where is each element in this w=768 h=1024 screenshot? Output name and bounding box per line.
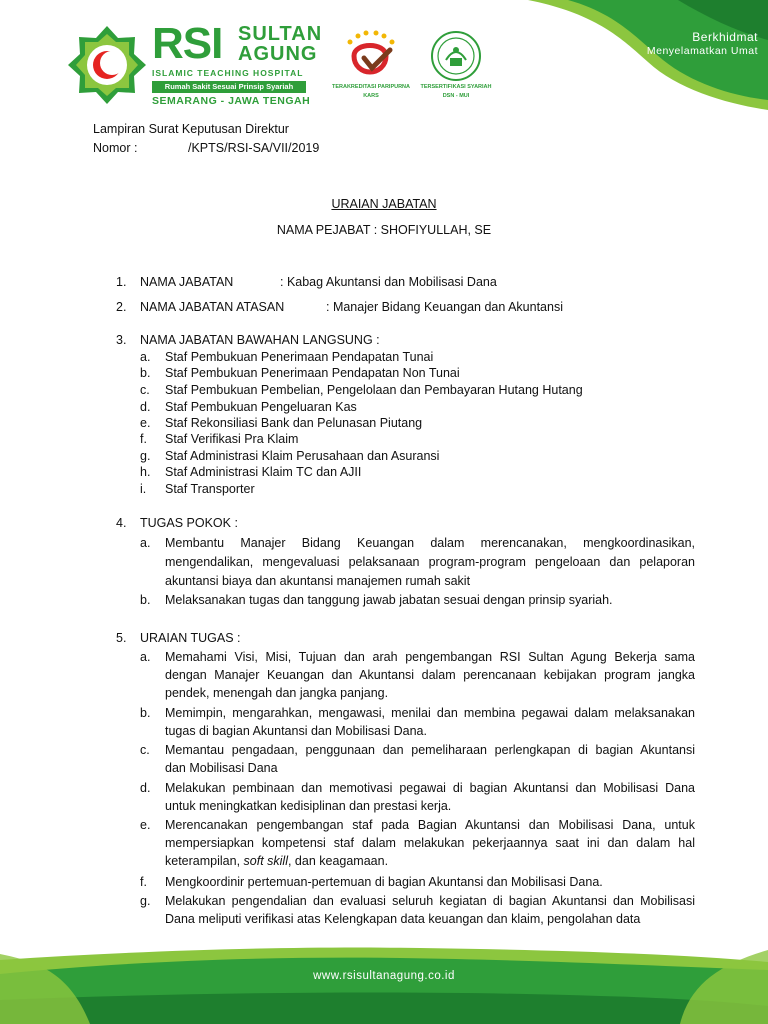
dsn-label: TERSERTIFIKASI SYARIAH — [420, 84, 492, 90]
task-line: Melakukan pembinaan dan memotivasi pegawai di bagian Akuntansi dan Mobilisasi Dana — [165, 781, 695, 795]
list-letter: b. — [140, 593, 151, 607]
header-motto — [647, 30, 758, 58]
list-letter: a. — [140, 650, 151, 664]
section-number: 3. — [116, 333, 127, 347]
task-line: tugas di bagian Akuntansi dan Mobilisasi Dana. — [165, 724, 427, 738]
official-name: NAMA PEJABAT : SHOFIYULLAH, SE — [276, 223, 492, 237]
list-letter: g. — [140, 894, 151, 908]
brand-tagline: Rumah Sakit Sesuai Prinsip Syariah — [152, 81, 306, 93]
list-item: Staf Pembukuan Pengeluaran Kas — [165, 400, 357, 414]
section-label: NAMA JABATAN BAWAHAN LANGSUNG : — [140, 333, 380, 347]
list-letter: c. — [140, 743, 150, 757]
attachment-line: Lampiran Surat Keputusan Direktur — [93, 122, 289, 136]
kars-label-abbr: KARS — [363, 93, 379, 99]
task-line — [165, 852, 388, 870]
list-letter: a. — [140, 536, 151, 550]
list-letter: e. — [140, 818, 151, 832]
brand-sultan: SULTAN — [238, 23, 323, 45]
task-text-italic: soft skill — [243, 854, 288, 868]
list-letter: c. — [140, 383, 150, 397]
section-label: NAMA JABATAN ATASAN — [140, 300, 285, 314]
task-line: Memimpin, mengarahkan, mengawasi, menilai dan membina pegawai dalam melaksanakan — [165, 706, 695, 720]
section-number: 1. — [116, 275, 127, 289]
section-value: : Manajer Bidang Keuangan dan Akuntansi — [326, 300, 563, 314]
task-line: mempersiapkan kompetensi staf dalam melakukan pekerjaannya saat ini dan dalam hal — [165, 836, 695, 850]
section-number: 2. — [116, 300, 127, 314]
kars-accreditation — [330, 28, 412, 108]
nomor-value: /KPTS/RSI-SA/VII/2019 — [188, 141, 320, 155]
list-letter: h. — [140, 465, 151, 479]
hospital-emblem-icon — [66, 24, 148, 106]
kars-label: TERAKREDITASI PARIPURNA — [331, 84, 411, 90]
section-number: 4. — [116, 516, 127, 530]
list-letter: f. — [140, 875, 147, 889]
motto-line-1: Berkhidmat — [692, 30, 758, 44]
brand-subtitle: ISLAMIC TEACHING HOSPITAL — [152, 68, 304, 78]
brand-rsi: RSI — [152, 19, 223, 68]
section-value: : Kabag Akuntansi dan Mobilisasi Dana — [280, 275, 497, 289]
list-letter: b. — [140, 706, 151, 720]
duty-line: Melaksanakan tugas dan tanggung jawab jabatan sesuai dengan prinsip syariah. — [165, 593, 613, 607]
task-line: dan Mobilisasi Dana — [165, 761, 278, 775]
list-item: Staf Administrasi Klaim TC dan AJII — [165, 465, 362, 479]
list-letter: b. — [140, 366, 151, 380]
section-label: TUGAS POKOK : — [140, 516, 238, 530]
footer-decoration — [0, 940, 768, 1024]
hospital-brand — [152, 19, 323, 107]
dsn-mui-seal-icon — [430, 30, 482, 82]
task-line: pendek, menengah dan jangka panjang. — [165, 686, 389, 700]
dsn-certification — [416, 30, 496, 110]
list-letter: i. — [140, 482, 147, 496]
task-line: dengan Manajer Keuangan dan Akuntansi dalam perencanaan kebijakan program jangka — [165, 668, 695, 682]
task-line: Memantau pengadaan, penggunaan dan pemeliharaan perlengkapan di bagian Akuntansi — [165, 743, 695, 757]
task-line: Memahami Visi, Misi, Tujuan dan arah pengembangan RSI Sultan Agung Bekerja sama — [165, 650, 695, 664]
letterhead — [0, 0, 768, 110]
list-letter: d. — [140, 400, 151, 414]
list-letter: d. — [140, 781, 151, 795]
footer-website: www.rsisultanagung.co.id — [313, 970, 455, 982]
list-letter: f. — [140, 432, 147, 446]
section-label: NAMA JABATAN — [140, 275, 234, 289]
duty-line: mengendalikan, mengevaluasi pelaksanaan program-program pengeloaan dan pelaporan — [165, 555, 695, 569]
duty-line: Membantu Manajer Bidang Keuangan dalam merencanakan, mengkoordinasikan, — [165, 536, 695, 550]
list-letter: g. — [140, 449, 151, 463]
list-item: Staf Pembukuan Penerimaan Pendapatan Non Tunai — [165, 366, 460, 380]
list-item: Staf Pembukuan Penerimaan Pendapatan Tunai — [165, 350, 434, 364]
section-label: URAIAN TUGAS : — [140, 631, 241, 645]
task-line: Melakukan pengendalian dan evaluasi seluruh kegiatan di bagian Akuntansi dan Mobilisasi — [165, 894, 695, 908]
motto-line-2: Menyelamatkan Umat — [646, 45, 758, 57]
document-title: URAIAN JABATAN — [331, 197, 437, 211]
task-line: Merencanakan pengembangan staf pada Bagian Akuntansi dan Mobilisasi Dana, untuk — [165, 818, 695, 832]
list-item: Staf Verifikasi Pra Klaim — [165, 432, 299, 446]
task-line: Mengkoordinir pertemuan-pertemuan di bagian Akuntansi dan Mobilisasi Dana. — [165, 875, 603, 889]
task-line: Dana meliputi verifikasi atas Kelengkapan data keuangan dan klaim, pengolahan data — [165, 912, 641, 926]
list-item: Staf Rekonsiliasi Bank dan Pelunasan Piutang — [165, 416, 423, 430]
list-letter: e. — [140, 416, 151, 430]
kars-logo-icon — [340, 28, 402, 82]
brand-agung: AGUNG — [238, 43, 318, 65]
list-item: Staf Administrasi Klaim Perusahaan dan Asuransi — [165, 449, 440, 463]
nomor-label: Nomor : — [93, 141, 138, 155]
letter-footer — [0, 940, 768, 1024]
task-text: keterampilan, — [165, 854, 244, 868]
duty-line: akuntansi biaya dan akuntansi manajemen rumah sakit — [165, 574, 471, 588]
list-letter: a. — [140, 350, 151, 364]
brand-city: SEMARANG - JAWA TENGAH — [152, 95, 311, 107]
task-text: , dan keagamaan. — [287, 854, 389, 868]
list-item: Staf Pembukuan Pembelian, Pengelolaan dan Pembayaran Hutang Hutang — [165, 383, 583, 397]
task-line: untuk meningkatkan kedisiplinan dan prestasi kerja. — [165, 799, 452, 813]
section-number: 5. — [116, 631, 127, 645]
dsn-label-abbr: DSN - MUI — [442, 93, 470, 99]
list-item: Staf Transporter — [165, 482, 255, 496]
